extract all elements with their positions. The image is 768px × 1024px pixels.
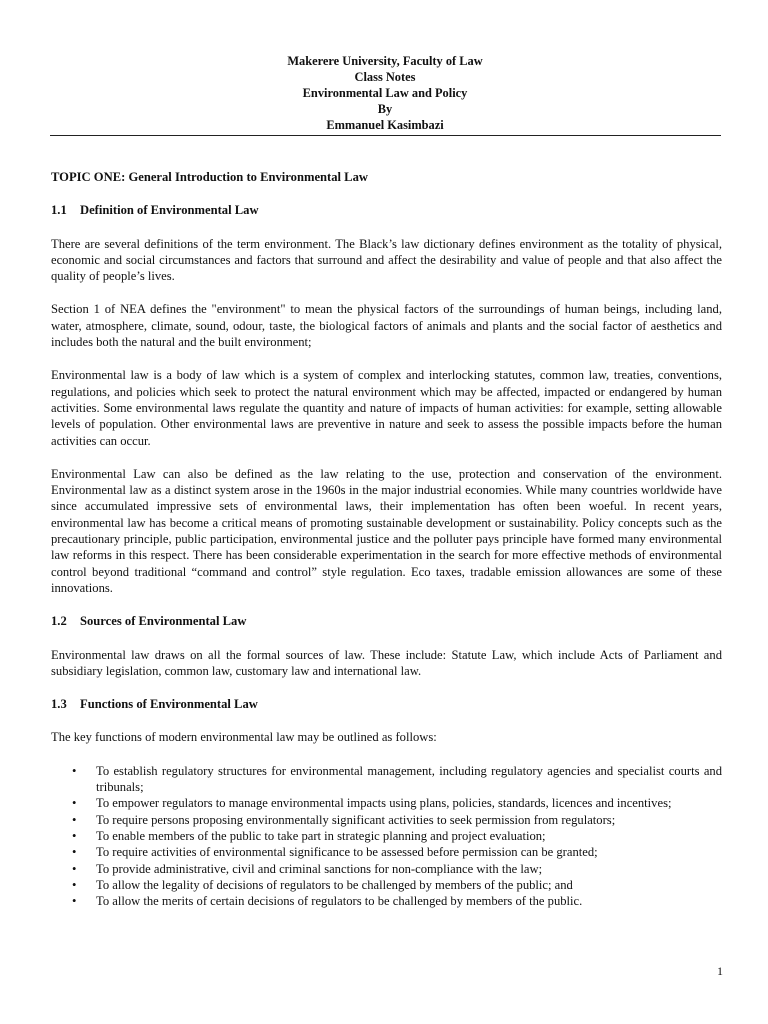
bullet-icon: •	[72, 894, 77, 909]
list-item	[51, 861, 722, 877]
list-item	[51, 763, 722, 796]
list-item	[51, 893, 722, 909]
list-item-text: To provide administrative, civil and criminal sanctions for non-compliance with the law;	[96, 861, 543, 876]
bullet-icon: •	[72, 877, 77, 892]
topic-heading: TOPIC ONE: General Introduction to Environmental Law	[51, 170, 368, 184]
header-divider	[50, 135, 721, 136]
bullet-icon: •	[72, 763, 77, 778]
section-number: 1.2	[51, 614, 67, 629]
paragraph-sources: Environmental law draws on all the formal sources of law. These include: Statute Law, which include Acts of Parliament and subsidiary legislation, common law, customary law and international law.	[51, 647, 722, 678]
section-heading-definition	[51, 202, 722, 218]
header-author: Emmanuel Kasimbazi	[326, 118, 444, 132]
list-item-text: To require persons proposing environmentally significant activities to seek permission from regulators;	[96, 812, 616, 827]
list-item	[51, 877, 722, 893]
section-title: Definition of Environmental Law	[80, 203, 259, 218]
list-item	[51, 795, 722, 811]
document-body	[51, 169, 722, 909]
header-institution: Makerere University, Faculty of Law	[287, 54, 483, 68]
list-item-text: To enable members of the public to take part in strategic planning and project evaluation;	[96, 828, 546, 843]
list-item-text: To require activities of environmental significance to be assessed before permission can be granted;	[96, 845, 598, 860]
list-item	[51, 828, 722, 844]
section-number: 1.3	[51, 697, 67, 712]
section-number: 1.1	[51, 203, 67, 218]
paragraph-law-relating-to-use: Environmental Law can also be defined as the law relating to the use, protection and conservation of the environment. Environmental law as a distinct system arose in the 1960s in the major industrial economies. While many countries worldwide have since accumulated impressive sets of environmental laws, their implementation has often been woeful. In recent years, environmental law has become a critical means of promoting sustainable development or sustainability. Policy concepts such as the precautionary principle, public participation, environmental justice and the polluter pays principle have formed many environmental law reforms in this respect. There has been considerable experimentation in the search for more effective methods of environmental control beyond traditional “command and control” style regulation. Eco taxes, tradable emission allowances are some of these innovations.	[51, 466, 722, 595]
section-heading-functions	[51, 696, 722, 712]
list-item-text: To empower regulators to manage environmental impacts using plans, policies, standards, licences and incentives;	[96, 796, 672, 811]
list-item-text: To allow the legality of decisions of regulators to be challenged by members of the public; and	[96, 877, 573, 892]
section-title: Functions of Environmental Law	[80, 697, 258, 712]
page-number: 1	[717, 964, 723, 978]
header-course-title: Environmental Law and Policy	[302, 86, 468, 100]
section-title: Sources of Environmental Law	[80, 614, 247, 629]
header-doc-type: Class Notes	[354, 70, 416, 84]
paragraph-nea-definition: Section 1 of NEA defines the "environment" to mean the physical factors of the surroundings of human beings, including land, water, atmosphere, climate, sound, odour, taste, the biological factors of animals and plants and the social factor of aesthetics and includes both the natural and the built environment;	[51, 302, 722, 350]
bullet-icon: •	[72, 861, 77, 876]
paragraph-functions-intro: The key functions of modern environmental law may be outlined as follows:	[51, 730, 437, 745]
section-heading-sources	[51, 613, 722, 629]
paragraph-blacks-definition: There are several definitions of the term environment. The Black’s law dictionary defines environment as the totality of physical, economic and social circumstances and factors that surround and affect the desirability and value of people and that also affect the quality of people’s lives.	[51, 236, 722, 284]
list-item	[51, 844, 722, 860]
list-item	[51, 812, 722, 828]
bullet-icon: •	[72, 796, 77, 811]
header-by: By	[377, 102, 393, 116]
functions-list	[51, 763, 722, 910]
bullet-icon: •	[72, 828, 77, 843]
list-item-text: To establish regulatory structures for environmental management, including regulatory agencies and specialist courts and tribunals;	[96, 763, 722, 795]
list-item-text: To allow the merits of certain decisions of regulators to be challenged by members of the public.	[96, 894, 583, 909]
bullet-icon: •	[72, 812, 77, 827]
document-header	[50, 53, 720, 133]
bullet-icon: •	[72, 845, 77, 860]
paragraph-body-of-law: Environmental law is a body of law which is a system of complex and interlocking statutes, common law, treaties, conventions, regulations, and policies which seek to protect the natural environment which may be affected, impacted or endangered by human activities. Some environmental laws regulate the quantity and nature of impacts of human activities: for example, setting allowable levels of population. Other environmental laws are preventive in nature and seek to assess the possible impacts before the human activities can occur.	[51, 368, 722, 448]
